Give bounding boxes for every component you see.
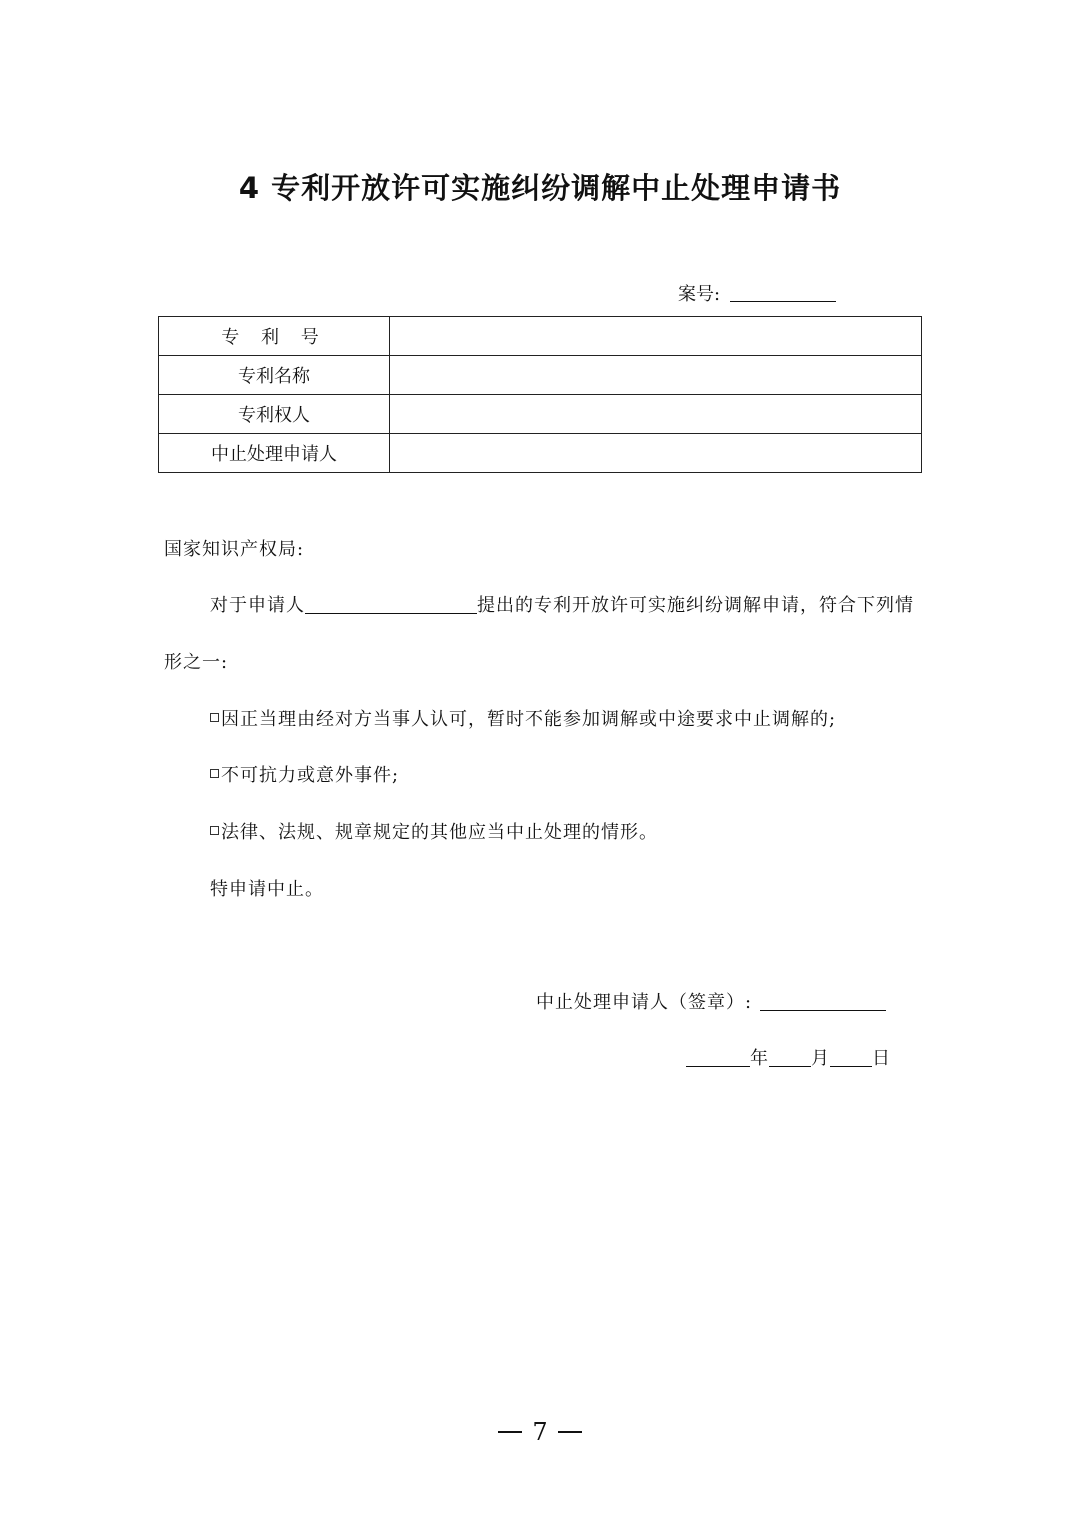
option-item [210, 705, 836, 731]
patent-name-label: 专利名称 [159, 356, 390, 395]
addressee: 国家知识产权局: [164, 539, 305, 560]
table-row [159, 356, 922, 395]
patentee-field[interactable] [390, 395, 922, 434]
signature-line [536, 988, 886, 1014]
dash-left [498, 1431, 522, 1433]
patent-number-label: 专 利 号 [159, 317, 390, 356]
signature-blank[interactable] [760, 990, 886, 1011]
checkbox[interactable] [210, 713, 219, 722]
year-label: 年 [750, 1048, 769, 1069]
case-number-label: 案号: [678, 284, 721, 305]
suspension-applicant-field[interactable] [390, 434, 922, 473]
checkbox[interactable] [210, 826, 219, 835]
patentee-label: 专利权人 [159, 395, 390, 434]
year-blank[interactable] [686, 1046, 750, 1067]
para1-prefix: 对于申请人 [210, 595, 305, 616]
page-number: 7 [532, 1418, 548, 1446]
checkbox[interactable] [210, 769, 219, 778]
table-row [159, 317, 922, 356]
date-line [686, 1044, 891, 1070]
paragraph-1-line-2: 形之一: [164, 652, 229, 673]
patent-number-field[interactable] [390, 317, 922, 356]
table-row [159, 434, 922, 473]
option-text: 因正当理由经对方当事人认可，暂时不能参加调解或中途要求中止调解的; [221, 709, 837, 730]
suspension-applicant-label: 中止处理申请人 [159, 434, 390, 473]
option-item [210, 818, 658, 844]
patent-name-field[interactable] [390, 356, 922, 395]
closing-statement: 特申请中止。 [210, 879, 324, 900]
para1-suffix: 提出的专利开放许可实施纠纷调解申请，符合下列情 [477, 595, 914, 616]
option-text: 不可抗力或意外事件; [221, 765, 400, 786]
table-row [159, 395, 922, 434]
paragraph-1 [210, 591, 914, 617]
patent-info-table [158, 316, 922, 473]
signature-label: 中止处理申请人（签章）: [536, 992, 753, 1013]
document-title: 4 专利开放许可实施纠纷调解中止处理申请书 [238, 171, 842, 205]
month-label: 月 [811, 1048, 830, 1069]
dash-right [558, 1431, 582, 1433]
case-number-blank[interactable] [730, 281, 836, 302]
month-blank[interactable] [769, 1046, 811, 1067]
case-number-line [678, 280, 836, 306]
page-footer [0, 1418, 1080, 1446]
applicant-name-blank[interactable] [305, 593, 477, 614]
day-label: 日 [872, 1048, 891, 1069]
option-text: 法律、法规、规章规定的其他应当中止处理的情形。 [221, 822, 658, 843]
day-blank[interactable] [830, 1046, 872, 1067]
option-item [210, 761, 399, 787]
